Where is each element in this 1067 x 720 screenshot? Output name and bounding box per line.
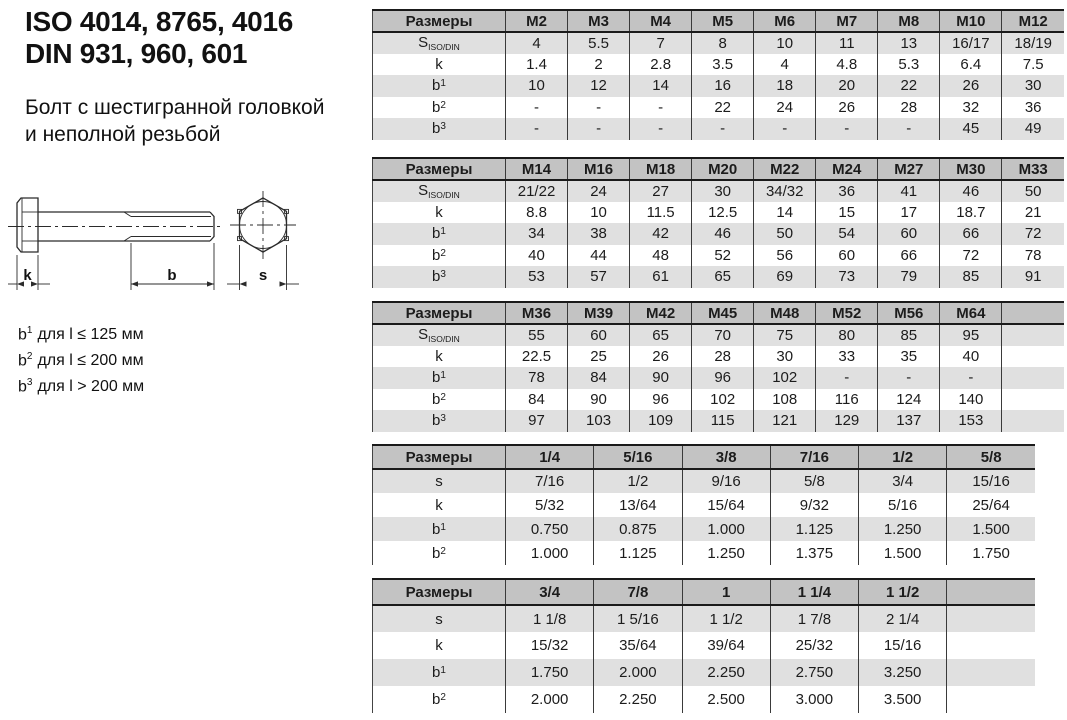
data-cell: 91 — [1002, 266, 1064, 288]
data-cell: 3.5 — [692, 54, 754, 76]
data-cell: 42 — [630, 223, 692, 245]
column-header: M8 — [878, 10, 940, 32]
data-cell: 66 — [878, 245, 940, 267]
row-label: $b^2$ — [432, 246, 446, 264]
data-cell: 75 — [754, 324, 816, 346]
footnote-b3: $b^3$ для l > 200 мм — [18, 376, 145, 395]
data-cell: 1.375 — [770, 541, 858, 565]
data-cell: 50 — [1002, 180, 1064, 202]
data-cell: 5.3 — [878, 54, 940, 76]
row-label: $b^2$ — [432, 390, 446, 408]
data-cell: 108 — [754, 389, 816, 411]
data-cell: 79 — [878, 266, 940, 288]
row-label: $S_{ISO/DIN}$ — [418, 326, 460, 345]
data-cell: 16 — [692, 75, 754, 97]
data-cell: 8 — [692, 32, 754, 54]
data-cell: 69 — [754, 266, 816, 288]
data-cell: 46 — [940, 180, 1002, 202]
column-header: 5/16 — [594, 445, 682, 469]
data-cell: 17 — [878, 202, 940, 224]
data-cell: 102 — [754, 367, 816, 389]
data-cell: 48 — [630, 245, 692, 267]
data-cell: 1.500 — [947, 517, 1035, 541]
data-cell: 1 7/8 — [770, 605, 858, 632]
data-cell: 1/2 — [594, 469, 682, 493]
data-cell: 1.250 — [859, 517, 947, 541]
data-cell: 18/19 — [1002, 32, 1064, 54]
page-subtitle — [25, 94, 324, 148]
data-cell: 129 — [816, 410, 878, 432]
empty-cell — [1002, 410, 1064, 432]
data-cell: 1.000 — [506, 541, 594, 565]
data-cell: 1 1/8 — [506, 605, 594, 632]
table-imperial-large — [372, 578, 1035, 713]
row-label: $b^3$ — [432, 268, 446, 286]
data-cell: 3/4 — [859, 469, 947, 493]
data-cell: 2.000 — [594, 659, 682, 686]
column-header: 3/4 — [506, 579, 594, 605]
empty-cell — [1002, 367, 1064, 389]
data-cell: - — [568, 118, 630, 140]
column-header: Размеры — [373, 579, 506, 605]
column-header: M14 — [506, 158, 568, 180]
data-cell: 22 — [878, 75, 940, 97]
data-cell: 15/32 — [506, 632, 594, 659]
data-cell: 40 — [506, 245, 568, 267]
column-header: Размеры — [373, 302, 506, 324]
data-cell: 121 — [754, 410, 816, 432]
data-cell: 30 — [1002, 75, 1064, 97]
data-cell: 30 — [692, 180, 754, 202]
data-cell: 84 — [506, 389, 568, 411]
column-header: M48 — [754, 302, 816, 324]
data-cell: 1.750 — [506, 659, 594, 686]
data-cell: 3.500 — [859, 686, 947, 713]
row-label: $S_{ISO/DIN}$ — [418, 182, 460, 201]
data-cell: 25 — [568, 346, 630, 368]
row-label: $b^2$ — [432, 691, 446, 708]
table-metric-m14-m33 — [372, 157, 1064, 288]
title-din: DIN 931, 960, 601 — [25, 38, 248, 69]
column-header: M6 — [754, 10, 816, 32]
data-cell: 16/17 — [940, 32, 1002, 54]
data-cell: 2.8 — [630, 54, 692, 76]
data-cell: 6.4 — [940, 54, 1002, 76]
data-cell: 22.5 — [506, 346, 568, 368]
data-cell: 39/64 — [682, 632, 770, 659]
data-cell: 2.250 — [594, 686, 682, 713]
column-header: M30 — [940, 158, 1002, 180]
data-cell: 2.000 — [506, 686, 594, 713]
data-cell: 28 — [878, 97, 940, 119]
dimension-b — [131, 243, 214, 290]
data-cell: 4 — [754, 54, 816, 76]
data-cell: 1 1/2 — [682, 605, 770, 632]
data-cell: 13/64 — [594, 493, 682, 517]
data-cell: 61 — [630, 266, 692, 288]
data-cell: 66 — [940, 223, 1002, 245]
row-label: k — [435, 55, 443, 73]
data-cell: 1.000 — [682, 517, 770, 541]
data-cell: 9/16 — [682, 469, 770, 493]
table-metric-m2-m12 — [372, 9, 1064, 140]
data-cell: 73 — [816, 266, 878, 288]
column-header: M24 — [816, 158, 878, 180]
data-cell: 1.4 — [506, 54, 568, 76]
column-header: M4 — [630, 10, 692, 32]
column-header: M22 — [754, 158, 816, 180]
data-cell: 41 — [878, 180, 940, 202]
data-cell: - — [568, 97, 630, 119]
data-cell: 38 — [568, 223, 630, 245]
data-cell: 49 — [1002, 118, 1064, 140]
row-label: k — [435, 203, 443, 221]
column-header: M27 — [878, 158, 940, 180]
data-cell: 11.5 — [630, 202, 692, 224]
data-cell: 102 — [692, 389, 754, 411]
data-cell: 1.250 — [682, 541, 770, 565]
data-cell: - — [940, 367, 1002, 389]
empty-cell — [1002, 389, 1064, 411]
dimension-k — [8, 255, 50, 290]
data-cell: 52 — [692, 245, 754, 267]
data-cell: 90 — [568, 389, 630, 411]
data-cell: 103 — [568, 410, 630, 432]
data-cell: 14 — [754, 202, 816, 224]
data-cell: 15 — [816, 202, 878, 224]
row-label: $b^2$ — [432, 98, 446, 116]
row-label: $b^3$ — [432, 412, 446, 430]
data-cell: 5/8 — [770, 469, 858, 493]
column-header: 1/4 — [506, 445, 594, 469]
data-cell: - — [630, 97, 692, 119]
column-header: Размеры — [373, 10, 506, 32]
data-cell: 18.7 — [940, 202, 1002, 224]
column-header: 7/8 — [594, 579, 682, 605]
empty-cell — [947, 686, 1035, 713]
data-cell: 36 — [1002, 97, 1064, 119]
data-cell: 153 — [940, 410, 1002, 432]
data-cell: 95 — [940, 324, 1002, 346]
data-cell: 10 — [754, 32, 816, 54]
data-cell: 0.875 — [594, 517, 682, 541]
row-label: $b^1$ — [432, 77, 446, 95]
row-label: $b^1$ — [432, 664, 446, 681]
row-label: $b^3$ — [432, 120, 446, 138]
title-iso: ISO 4014, 8765, 4016 — [25, 6, 293, 37]
column-header: M36 — [506, 302, 568, 324]
data-cell: - — [630, 118, 692, 140]
table-imperial-small — [372, 444, 1035, 565]
column-header: M42 — [630, 302, 692, 324]
column-header: 1 1/2 — [859, 579, 947, 605]
data-cell: 85 — [878, 324, 940, 346]
column-header: M5 — [692, 10, 754, 32]
row-label: s — [435, 473, 443, 490]
data-cell: 22 — [692, 97, 754, 119]
data-cell: 50 — [754, 223, 816, 245]
empty-header-cell — [1002, 302, 1064, 324]
footnote-b1: $b^1$ для l ≤ 125 мм — [18, 325, 144, 344]
column-header: 7/16 — [770, 445, 858, 469]
data-cell: 15/16 — [947, 469, 1035, 493]
data-cell: 21/22 — [506, 180, 568, 202]
data-cell: 53 — [506, 266, 568, 288]
data-cell: 85 — [940, 266, 1002, 288]
data-cell: 35/64 — [594, 632, 682, 659]
row-label: $b^1$ — [432, 225, 446, 243]
data-cell: 4.8 — [816, 54, 878, 76]
data-cell: 35 — [878, 346, 940, 368]
data-cell: 54 — [816, 223, 878, 245]
row-label: k — [435, 637, 443, 654]
data-cell: 78 — [506, 367, 568, 389]
column-header: M20 — [692, 158, 754, 180]
data-cell: 10 — [506, 75, 568, 97]
subtitle-line1: Болт с шестигранной головкой — [25, 96, 325, 119]
data-cell: 18 — [754, 75, 816, 97]
data-cell: 60 — [816, 245, 878, 267]
data-cell: 1.750 — [947, 541, 1035, 565]
data-cell: 46 — [692, 223, 754, 245]
footnote-b2: $b^2$ для l ≤ 200 мм — [18, 350, 144, 370]
data-cell: 44 — [568, 245, 630, 267]
data-cell: 2 — [568, 54, 630, 76]
data-cell: 3.250 — [859, 659, 947, 686]
row-label: k — [435, 347, 443, 365]
data-cell: 30 — [754, 346, 816, 368]
column-header: M18 — [630, 158, 692, 180]
data-cell: - — [878, 367, 940, 389]
data-cell: 1.125 — [770, 517, 858, 541]
data-cell: 60 — [568, 324, 630, 346]
data-cell: 32 — [940, 97, 1002, 119]
data-cell: 1.125 — [594, 541, 682, 565]
data-cell: 4 — [506, 32, 568, 54]
data-cell: 7/16 — [506, 469, 594, 493]
empty-cell — [947, 605, 1035, 632]
page-title — [25, 6, 293, 70]
data-cell: 34/32 — [754, 180, 816, 202]
data-cell: 56 — [754, 245, 816, 267]
column-header: M52 — [816, 302, 878, 324]
data-cell: 5.5 — [568, 32, 630, 54]
empty-cell — [1002, 324, 1064, 346]
row-label: k — [435, 496, 443, 514]
data-cell: 137 — [878, 410, 940, 432]
data-cell: 5/32 — [506, 493, 594, 517]
data-cell: 109 — [630, 410, 692, 432]
column-header: 1 1/4 — [770, 579, 858, 605]
column-header: M64 — [940, 302, 1002, 324]
data-cell: 28 — [692, 346, 754, 368]
data-cell: 3.000 — [770, 686, 858, 713]
footnotes — [18, 320, 144, 397]
empty-cell — [947, 659, 1035, 686]
column-header: Размеры — [373, 158, 506, 180]
data-cell: 7.5 — [1002, 54, 1064, 76]
data-cell: 15/16 — [859, 632, 947, 659]
empty-header-cell — [947, 579, 1035, 605]
column-header: M3 — [568, 10, 630, 32]
column-header: M16 — [568, 158, 630, 180]
data-cell: 116 — [816, 389, 878, 411]
data-cell: 11 — [816, 32, 878, 54]
column-header: M39 — [568, 302, 630, 324]
data-cell: 140 — [940, 389, 1002, 411]
data-cell: 80 — [816, 324, 878, 346]
data-cell: 13 — [878, 32, 940, 54]
column-header: M12 — [1002, 10, 1064, 32]
data-cell: 26 — [630, 346, 692, 368]
bolt-technical-drawing — [8, 183, 318, 298]
data-cell: 90 — [630, 367, 692, 389]
data-cell: 27 — [630, 180, 692, 202]
data-cell: 20 — [816, 75, 878, 97]
data-cell: 72 — [940, 245, 1002, 267]
column-header: M45 — [692, 302, 754, 324]
data-cell: 55 — [506, 324, 568, 346]
data-cell: 12 — [568, 75, 630, 97]
data-cell: 96 — [630, 389, 692, 411]
data-cell: 33 — [816, 346, 878, 368]
column-header: M33 — [1002, 158, 1064, 180]
row-label: s — [435, 610, 443, 628]
row-label: $b^1$ — [432, 520, 446, 538]
data-cell: 5/16 — [859, 493, 947, 517]
data-cell: 25/32 — [770, 632, 858, 659]
data-cell: 26 — [940, 75, 1002, 97]
data-cell: 1.500 — [859, 541, 947, 565]
data-cell: 9/32 — [770, 493, 858, 517]
data-cell: - — [692, 118, 754, 140]
data-cell: 21 — [1002, 202, 1064, 224]
data-cell: 36 — [816, 180, 878, 202]
data-cell: 96 — [692, 367, 754, 389]
data-cell: 26 — [816, 97, 878, 119]
bolt-side-view — [8, 198, 224, 252]
data-cell: 14 — [630, 75, 692, 97]
data-cell: 8.8 — [506, 202, 568, 224]
data-cell: - — [816, 367, 878, 389]
data-cell: 0.750 — [506, 517, 594, 541]
column-header: 1 — [682, 579, 770, 605]
data-cell: 15/64 — [682, 493, 770, 517]
data-cell: 45 — [940, 118, 1002, 140]
dimension-k-label: k — [23, 267, 32, 284]
data-cell: 40 — [940, 346, 1002, 368]
column-header: 5/8 — [947, 445, 1035, 469]
data-cell: 34 — [506, 223, 568, 245]
data-cell: 2.250 — [682, 659, 770, 686]
data-cell: 70 — [692, 324, 754, 346]
column-header: M7 — [816, 10, 878, 32]
column-header: M10 — [940, 10, 1002, 32]
data-cell: 78 — [1002, 245, 1064, 267]
column-header: M2 — [506, 10, 568, 32]
empty-cell — [1002, 346, 1064, 368]
data-cell: - — [754, 118, 816, 140]
data-cell: 72 — [1002, 223, 1064, 245]
data-cell: 2 1/4 — [859, 605, 947, 632]
data-cell: 2.750 — [770, 659, 858, 686]
data-cell: 2.500 — [682, 686, 770, 713]
data-cell: 97 — [506, 410, 568, 432]
data-cell: - — [506, 118, 568, 140]
data-cell: 65 — [630, 324, 692, 346]
data-cell: 25/64 — [947, 493, 1035, 517]
column-header: M56 — [878, 302, 940, 324]
column-header: 3/8 — [682, 445, 770, 469]
data-cell: 60 — [878, 223, 940, 245]
subtitle-line2: и неполной резьбой — [25, 123, 221, 146]
data-cell: - — [506, 97, 568, 119]
data-cell: 10 — [568, 202, 630, 224]
data-cell: 12.5 — [692, 202, 754, 224]
data-cell: - — [816, 118, 878, 140]
data-cell: 65 — [692, 266, 754, 288]
data-cell: - — [878, 118, 940, 140]
data-cell: 7 — [630, 32, 692, 54]
data-cell: 115 — [692, 410, 754, 432]
data-cell: 24 — [568, 180, 630, 202]
row-label: $b^1$ — [432, 369, 446, 387]
empty-cell — [947, 632, 1035, 659]
row-label: $S_{ISO/DIN}$ — [418, 34, 460, 53]
column-header: Размеры — [373, 445, 506, 469]
data-cell: 124 — [878, 389, 940, 411]
table-metric-m36-m64 — [372, 301, 1064, 432]
data-cell: 24 — [754, 97, 816, 119]
dimension-b-label: b — [167, 267, 177, 284]
data-cell: 57 — [568, 266, 630, 288]
data-cell: 1 5/16 — [594, 605, 682, 632]
dimension-s-label: s — [258, 267, 268, 284]
data-cell: 84 — [568, 367, 630, 389]
column-header: 1/2 — [859, 445, 947, 469]
row-label: $b^2$ — [432, 544, 446, 562]
